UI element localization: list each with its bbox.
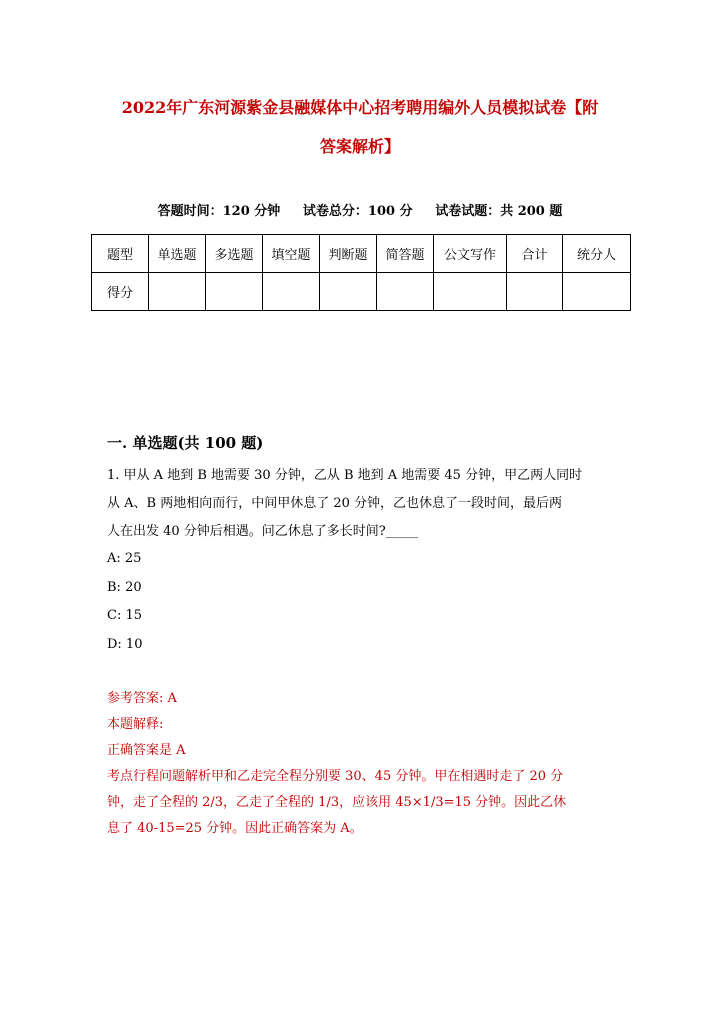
explanation-line: 息了 40-15=25 分钟。因此正确答案为 A。 xyxy=(107,821,363,836)
score-table-header-cell: 公文写作 xyxy=(434,235,507,273)
score-table-score-row xyxy=(92,273,631,311)
score-cell xyxy=(206,273,263,311)
question-text-line: 人在出发 40 分钟后相遇。问乙休息了多长时间?_____ xyxy=(107,524,419,539)
score-table-header-cell: 题型 xyxy=(92,235,149,273)
document-title-line-2: 答案解析】 xyxy=(319,137,400,156)
question-stem xyxy=(107,462,617,546)
score-table xyxy=(91,234,631,311)
question-text-line: 从 A、B 两地相向而行，中间甲休息了 20 分钟，乙也休息了一段时间，最后两 xyxy=(107,496,563,511)
answer-block xyxy=(107,686,622,842)
score-cell xyxy=(320,273,377,311)
score-cell xyxy=(507,273,563,311)
score-table-header-cell: 简答题 xyxy=(377,235,434,273)
score-cell xyxy=(263,273,320,311)
option-d: D: 10 xyxy=(107,636,143,652)
score-row-label: 得分 xyxy=(92,273,149,311)
score-cell xyxy=(377,273,434,311)
analysis-label: 本题解释: xyxy=(107,717,164,732)
score-cell xyxy=(434,273,507,311)
score-table-header-cell: 填空题 xyxy=(263,235,320,273)
score-table-header-cell: 合计 xyxy=(507,235,563,273)
explanation-line: 钟，走了全程的 2/3，乙走了全程的 1/3，应该用 45×1/3=15 分钟。因此乙休 xyxy=(107,795,567,810)
question-text-line: 1. 甲从 A 地到 B 地需要 30 分钟，乙从 B 地到 A 地需要 45 分钟，甲乙两人同时 xyxy=(107,468,583,483)
score-table-header-cell: 判断题 xyxy=(320,235,377,273)
option-c: C: 15 xyxy=(107,608,143,623)
score-cell xyxy=(563,273,631,311)
correct-answer: 正确答案是 A xyxy=(107,743,186,758)
score-cell xyxy=(149,273,206,311)
document-title-line-1: 2022年广东河源紫金县融媒体中心招考聘用编外人员模拟试卷【附 xyxy=(121,98,599,117)
exam-info: 答题时间：120 分钟 试卷总分：100 分 试卷试题：共 200 题 xyxy=(157,204,563,219)
score-table-header-cell: 统分人 xyxy=(563,235,631,273)
section-heading: 一. 单选题(共 100 题) xyxy=(107,434,264,452)
explanation-line: 考点行程问题解析甲和乙走完全程分别要 30、45 分钟。甲在相遇时走了 20 分 xyxy=(107,769,564,784)
score-table-header-cell: 单选题 xyxy=(149,235,206,273)
option-b: B: 20 xyxy=(107,579,142,595)
answer-options xyxy=(107,545,142,659)
score-table-header-cell: 多选题 xyxy=(206,235,263,273)
reference-answer: 参考答案: A xyxy=(107,691,177,706)
score-table-header-row xyxy=(92,235,631,273)
option-a: A: 25 xyxy=(107,551,142,566)
